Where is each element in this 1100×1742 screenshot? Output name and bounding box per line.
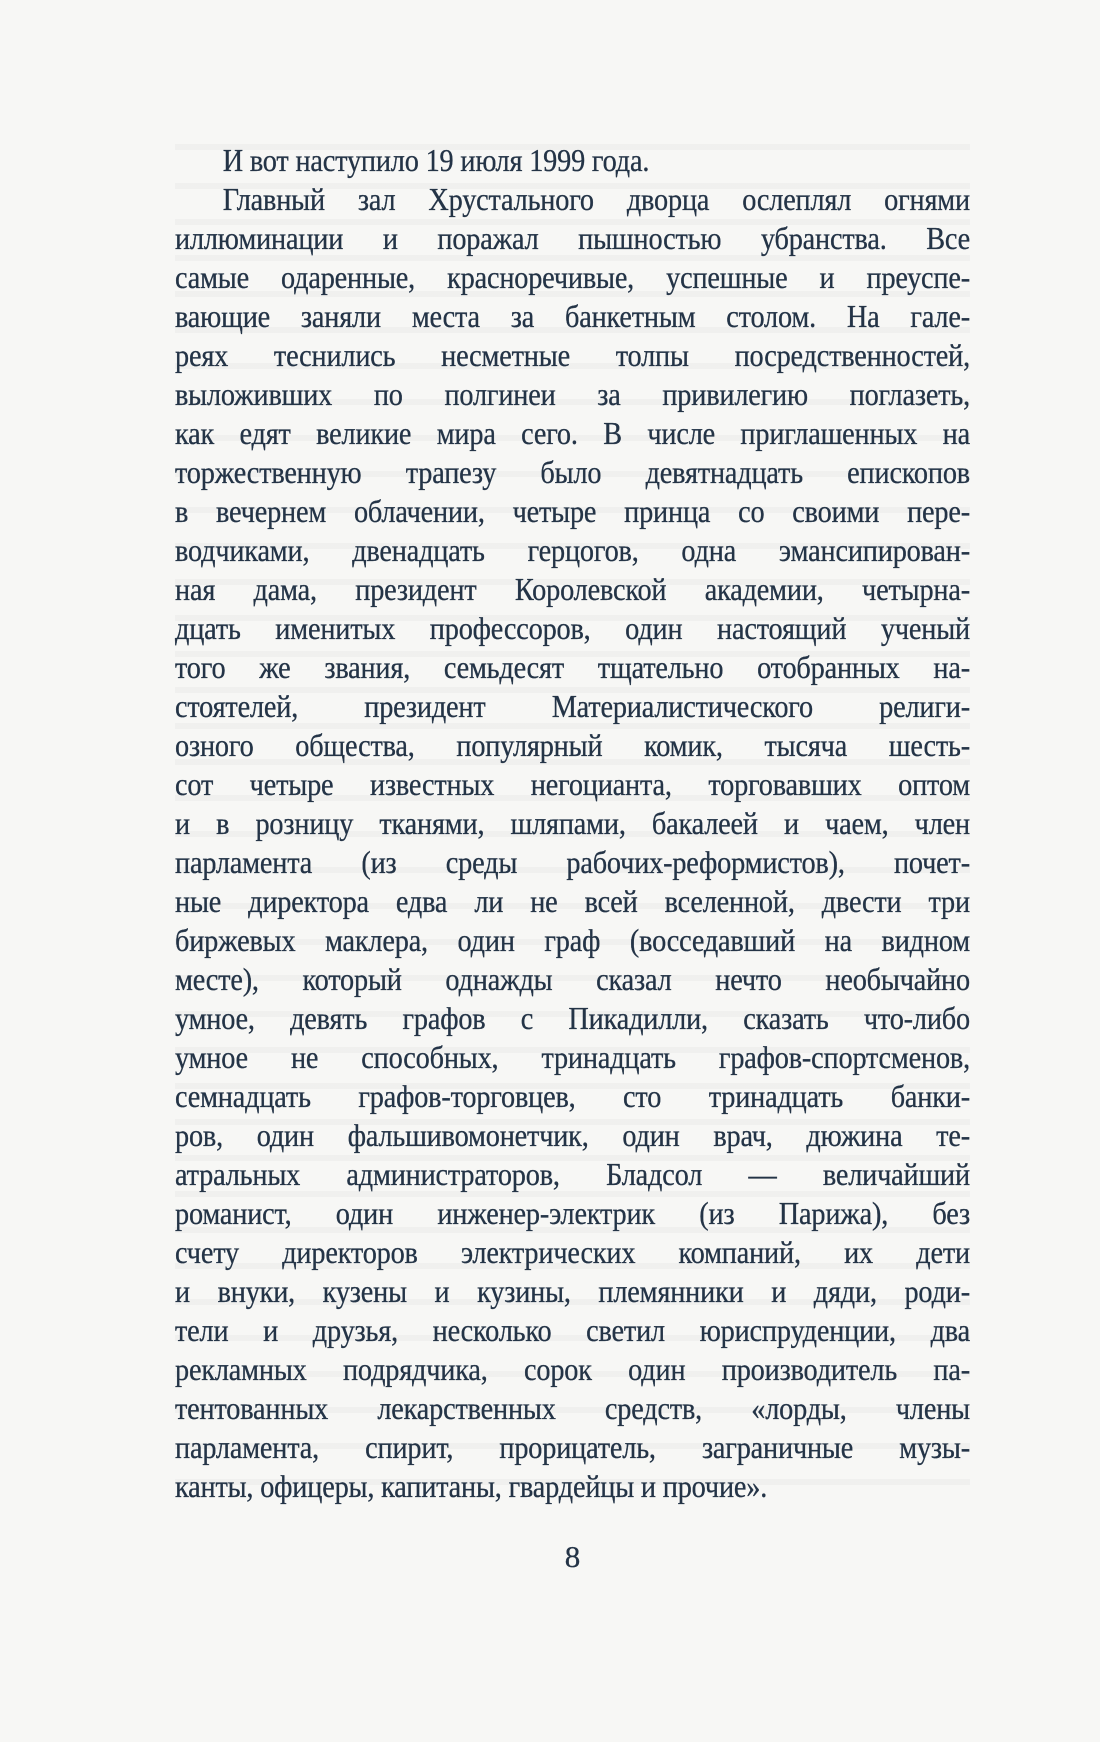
text-line: и внуки, кузены и кузины, племянники и дяди, роди- xyxy=(175,1273,970,1309)
text-line: вающие заняли места за банкетным столом. На гале- xyxy=(175,298,970,334)
text-line: сот четыре известных негоцианта, торговавших оптом xyxy=(175,766,970,802)
text-line: парламента, спирит, прорицатель, заграничные музы- xyxy=(175,1429,970,1465)
text-line: того же звания, семьдесят тщательно отобранных на- xyxy=(175,649,970,685)
text-line: дцать именитых профессоров, один настоящий ученый xyxy=(175,610,970,646)
text-line: парламента (из среды рабочих-реформистов), почет- xyxy=(175,844,970,880)
text-line: как едят великие мира сего. В числе приглашенных на xyxy=(175,415,970,451)
page-number: 8 xyxy=(564,1539,581,1574)
text-line: самые одаренные, красноречивые, успешные и преуспе- xyxy=(175,259,970,295)
page-text-block xyxy=(175,141,970,1506)
text-line: реях теснились несметные толпы посредственностей, xyxy=(175,337,970,373)
text-line: ная дама, президент Королевской академии, четырна- xyxy=(175,571,970,607)
text-line: Главный зал Хрустального дворца ослеплял огнями xyxy=(222,181,970,217)
text-line: ров, один фальшивомонетчик, один врач, дюжина те- xyxy=(175,1117,970,1153)
text-line: атральных администраторов, Бладсол — величайший xyxy=(175,1156,970,1192)
paragraph xyxy=(175,141,970,180)
text-line: романист, один инженер-электрик (из Парижа), без xyxy=(175,1195,970,1231)
text-line: тентованных лекарственных средств, «лорды, члены xyxy=(175,1390,970,1426)
text-line: в вечернем облачении, четыре принца со своими пере- xyxy=(175,493,970,529)
paragraph xyxy=(175,180,970,1506)
text-line: ные директора едва ли не всей вселенной, двести три xyxy=(175,883,970,919)
text-line: месте), который однажды сказал нечто необычайно xyxy=(175,961,970,997)
text-line: тели и друзья, несколько светил юриспруденции, два xyxy=(175,1312,970,1348)
text-line: умное, девять графов с Пикадилли, сказать что-либо xyxy=(175,1000,970,1036)
text-line: счету директоров электрических компаний, их дети xyxy=(175,1234,970,1270)
text-line: рекламных подрядчика, сорок один производитель па- xyxy=(175,1351,970,1387)
text-line: выложивших по полгинеи за привилегию поглазеть, xyxy=(175,376,970,412)
text-line: озного общества, популярный комик, тысяча шесть- xyxy=(175,727,970,763)
text-line: торжественную трапезу было девятнадцать епископов xyxy=(175,454,970,490)
text-line: И вот наступило 19 июля 1999 года. xyxy=(222,142,650,178)
text-line: водчиками, двенадцать герцогов, одна эмансипирован- xyxy=(175,532,970,568)
text-line: иллюминации и поражал пышностью убранства. Все xyxy=(175,220,970,256)
text-line: стоятелей, президент Материалистического религи- xyxy=(175,688,970,724)
text-line: биржевых маклера, один граф (восседавший на видном xyxy=(175,922,970,958)
text-line: умное не способных, тринадцать графов-спортсменов, xyxy=(175,1039,970,1075)
text-line: семнадцать графов-торговцев, сто тринадцать банки- xyxy=(175,1078,970,1114)
text-line: и в розницу тканями, шляпами, бакалеей и чаем, член xyxy=(175,805,970,841)
text-line: канты, офицеры, капитаны, гвардейцы и прочие». xyxy=(175,1468,768,1504)
